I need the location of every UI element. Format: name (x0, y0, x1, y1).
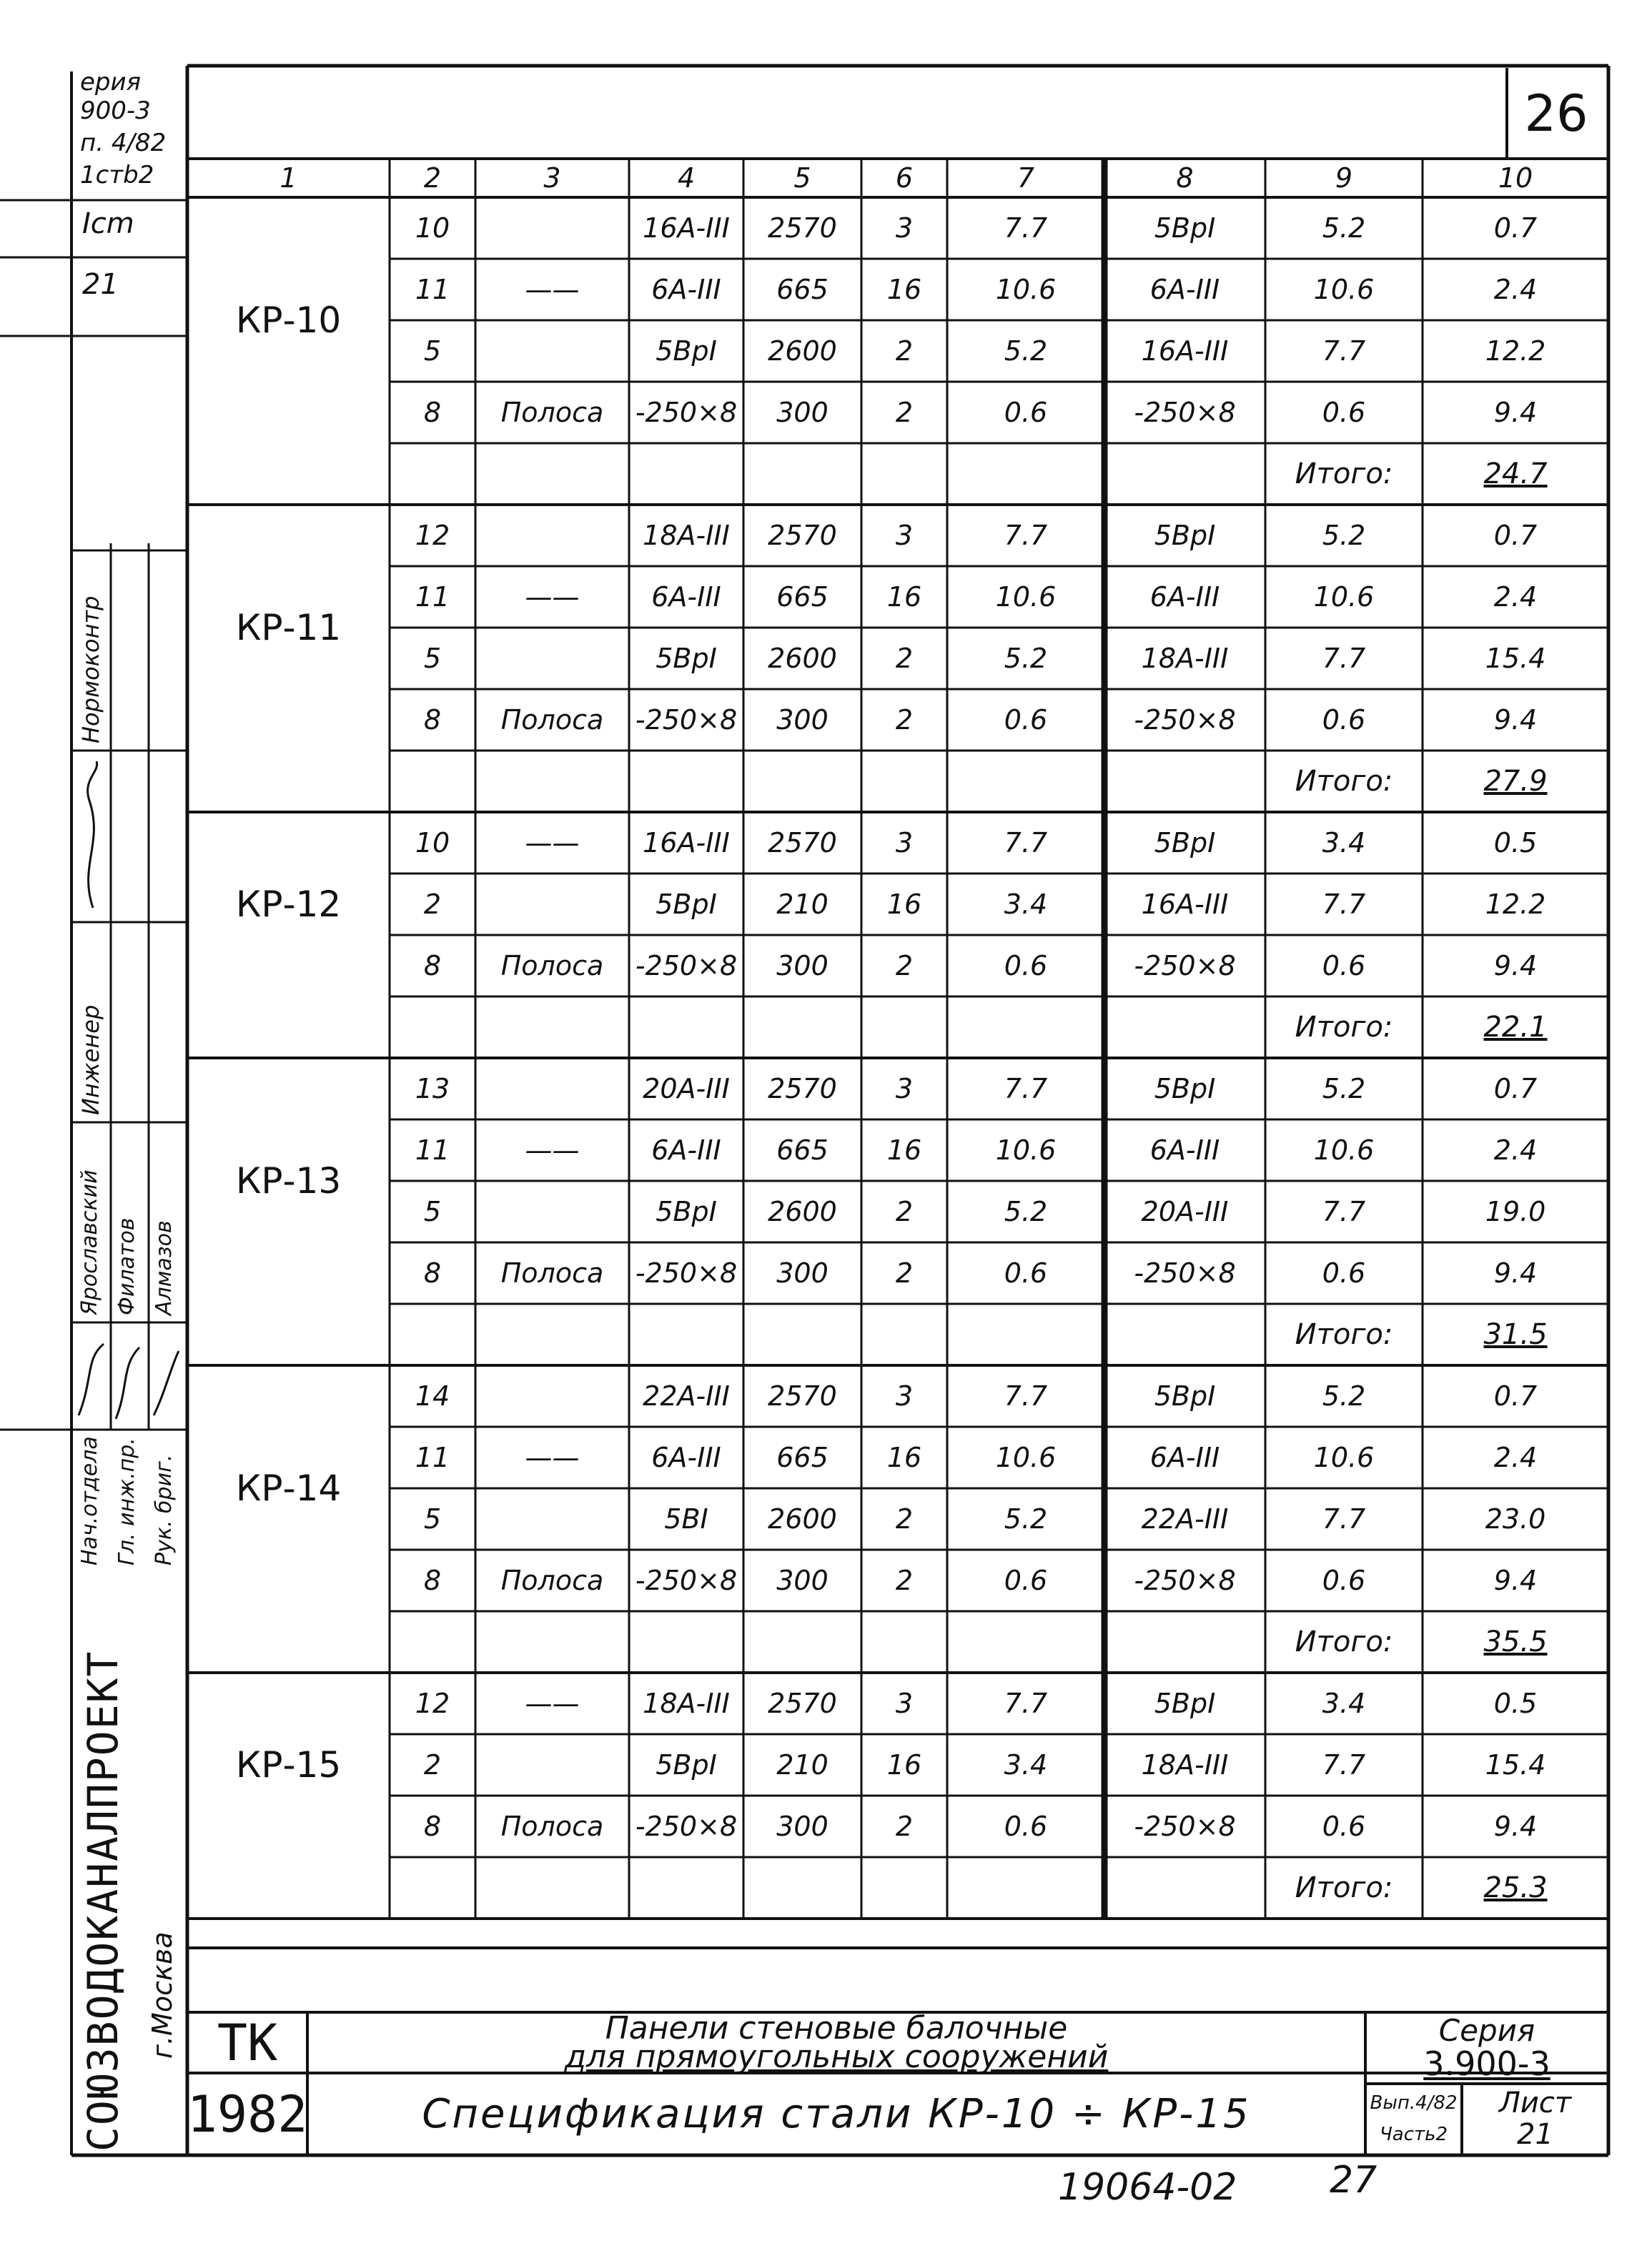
total-value: 31.5 (1483, 1318, 1548, 1351)
table-cell: 6А-III (1149, 581, 1220, 613)
page-number: 27 (1330, 2159, 1378, 2202)
total-value: 25.3 (1483, 1871, 1548, 1904)
table-cell: —— (525, 1688, 580, 1719)
table-cell: —— (525, 1442, 580, 1473)
table-cell: 8 (423, 950, 442, 981)
total-label: Итого: (1295, 765, 1393, 798)
organization-city: г.Москва (147, 1931, 178, 2059)
stamp-role-lead: Рук. бриг. (152, 1454, 177, 1565)
table-cell: 20А-III (1141, 1196, 1229, 1227)
table-cell: -250×8 (635, 950, 738, 981)
table-cell: 3 (895, 520, 914, 551)
table-cell: 5ВрI (656, 1196, 717, 1227)
table-cell: —— (525, 274, 580, 305)
table-cell: 5ВрI (1154, 1073, 1216, 1104)
table-cell: 2 (895, 1257, 914, 1289)
table-cell: 5ВрI (1154, 212, 1216, 244)
table-cell: 5 (423, 335, 442, 367)
table-cell: -250×8 (1134, 704, 1236, 736)
table-cell: 6А-III (651, 1442, 721, 1473)
table-cell: 0.7 (1493, 520, 1538, 551)
table-cell: -250×8 (635, 397, 738, 428)
table-cell: —— (525, 827, 580, 859)
table-cell: 22А-III (643, 1380, 730, 1412)
table-cell: 2570 (768, 1688, 837, 1719)
table-cell: 7.7 (1004, 1688, 1048, 1719)
organization-name: СОЮЗВОДОКАНАЛПРОЕКТ (79, 1650, 127, 2152)
table-cell: 16 (886, 889, 922, 920)
table-cell: 2570 (768, 1380, 837, 1412)
table-cell: 665 (776, 1134, 829, 1166)
table-cell: 9.4 (1493, 397, 1538, 428)
table-cell: —— (525, 1134, 580, 1166)
table-cell: 16А-III (1141, 335, 1229, 367)
table-cell: 3 (895, 1688, 914, 1719)
table-cell: 210 (776, 889, 829, 920)
group-mark: КР-14 (235, 1468, 342, 1509)
table-cell: 14 (415, 1380, 450, 1412)
table-cell: 3.4 (1004, 1749, 1048, 1781)
table-cell: 2.4 (1493, 1442, 1538, 1473)
table-cell: 0.6 (1004, 1811, 1048, 1842)
table-cell (475, 1488, 629, 1550)
table-cell: 5ВрI (656, 643, 717, 674)
table-cell: 12 (415, 1688, 450, 1719)
corner-series: ерия (80, 68, 142, 97)
table-cell: 8 (423, 1257, 442, 1289)
table-cell: 2 (423, 1749, 442, 1781)
table-cell (475, 197, 629, 259)
table-cell: -250×8 (1134, 397, 1236, 428)
table-cell: 7.7 (1004, 827, 1048, 859)
table-cell: 6А-III (1149, 274, 1220, 305)
table-cell: -250×8 (1134, 950, 1236, 981)
table-cell: 19.0 (1485, 1196, 1546, 1227)
table-cell: 0.6 (1004, 1565, 1048, 1596)
table-cell (475, 505, 629, 566)
table-cell: 10 (415, 827, 450, 859)
table-cell: -250×8 (635, 1565, 738, 1596)
table-cell: 20А-III (643, 1073, 730, 1104)
stamp-role-head: Нач.отдела (77, 1436, 102, 1565)
table-cell (475, 628, 629, 689)
corner-sheet-value: 21 (82, 268, 119, 301)
table-cell: 2.4 (1493, 581, 1538, 613)
table-cell: 300 (776, 1257, 829, 1289)
table-cell: 0.6 (1322, 397, 1366, 428)
table-cell: 5ВрI (1154, 1688, 1216, 1719)
table-cell: 2 (895, 1503, 914, 1535)
table-cell: 2570 (768, 212, 837, 244)
table-cell: 7.7 (1004, 1380, 1048, 1412)
table-cell: 12 (415, 520, 450, 551)
table-cell: 16А-III (643, 827, 730, 859)
table-cell: 11 (415, 274, 450, 305)
column-header-1: 1 (280, 162, 297, 194)
table-cell: 0.5 (1493, 1688, 1538, 1719)
total-label: Итого: (1295, 1318, 1393, 1351)
table-cell: 2 (895, 1196, 914, 1227)
total-label: Итого: (1295, 1871, 1393, 1904)
table-cell (475, 1058, 629, 1119)
total-value: 35.5 (1483, 1626, 1548, 1658)
table-cell: -250×8 (1134, 1811, 1236, 1842)
table-cell: -250×8 (635, 704, 738, 736)
table-cell: 2 (895, 397, 914, 428)
title-subtitle: Спецификация стали КР-10 ÷ КР-15 (422, 2091, 1251, 2137)
table-cell: 5 (423, 1196, 442, 1227)
group-mark: КР-10 (235, 300, 342, 341)
table-cell: 300 (776, 1811, 829, 1842)
table-cell: 2.4 (1493, 274, 1538, 305)
table-cell: 0.7 (1493, 212, 1538, 244)
sheet-number: 26 (1524, 84, 1588, 143)
corner-release: п. 4/82 (80, 129, 167, 157)
table-cell: 665 (776, 581, 829, 613)
table-cell: 3 (895, 827, 914, 859)
table-cell: Полоса (500, 1565, 604, 1596)
corner-part: 1стb2 (80, 161, 154, 189)
table-cell: 10.6 (995, 581, 1057, 613)
table-cell: 9.4 (1493, 1257, 1538, 1289)
table-cell: 16А-III (1141, 889, 1229, 920)
table-cell: 12.2 (1485, 889, 1546, 920)
table-cell: 9.4 (1493, 1565, 1538, 1596)
stamp-name-3: Алмазов (152, 1220, 177, 1315)
table-cell: 3 (895, 212, 914, 244)
table-cell: 16А-III (643, 212, 730, 244)
table-cell: 5ВрI (656, 1749, 717, 1781)
table-cell: 23.0 (1485, 1503, 1546, 1535)
title-year: 1982 (187, 2084, 308, 2144)
table-cell: 5.2 (1004, 335, 1048, 367)
title-line-2: для прямоугольных сооружений (564, 2039, 1109, 2075)
table-cell: Полоса (500, 1257, 604, 1289)
table-cell: 2600 (768, 643, 837, 674)
stamp-role-engineer: Инженер (77, 1004, 104, 1115)
table-cell: 0.6 (1322, 950, 1366, 981)
table-cell: 5ВрI (656, 335, 717, 367)
group-mark: КР-13 (235, 1160, 342, 1202)
table-cell: 665 (776, 1442, 829, 1473)
table-cell: 0.5 (1493, 827, 1538, 859)
table-cell: 3 (895, 1073, 914, 1104)
table-cell: 8 (423, 704, 442, 736)
table-cell: 13 (415, 1073, 450, 1104)
table-cell: 15.4 (1485, 643, 1546, 674)
table-cell (475, 320, 629, 382)
table-cell: 22А-III (1141, 1503, 1229, 1535)
table-cell: 6А-III (651, 274, 721, 305)
table-cell: 5ВрI (656, 889, 717, 920)
title-line-1: Панели стеновые балочные (605, 2010, 1068, 2047)
release-label: Вып.4/82 (1370, 2092, 1458, 2114)
table-cell: 5ВрI (1154, 827, 1216, 859)
table-cell: 3.4 (1322, 827, 1366, 859)
table-cell: 0.6 (1004, 397, 1048, 428)
table-cell: 3 (895, 1380, 914, 1412)
stamp-name-2: Филатов (114, 1217, 139, 1315)
table-cell (475, 1734, 629, 1796)
corner-series-value: 900-3 (80, 97, 151, 125)
table-cell: 5.2 (1322, 212, 1366, 244)
table-cell: -250×8 (1134, 1257, 1236, 1289)
table-cell: 16 (886, 1134, 922, 1166)
table-cell: 18А-III (1141, 643, 1229, 674)
signature-mark-engineer (71, 758, 114, 915)
table-cell: 2600 (768, 1503, 837, 1535)
table-cell: —— (525, 581, 580, 613)
total-value: 22.1 (1483, 1011, 1548, 1044)
table-cell: 2570 (768, 827, 837, 859)
table-cell: 0.6 (1322, 1811, 1366, 1842)
table-cell: 0.6 (1322, 704, 1366, 736)
stamp-role-normcontrol: Нормоконтр (77, 595, 104, 743)
table-cell: 10.6 (1313, 274, 1375, 305)
table-cell: 6А-III (1149, 1134, 1220, 1166)
table-cell: 300 (776, 397, 829, 428)
table-cell: 0.7 (1493, 1073, 1538, 1104)
table-cell: 300 (776, 1565, 829, 1596)
table-cell (475, 1181, 629, 1242)
table-cell: 10.6 (995, 1134, 1057, 1166)
total-label: Итого: (1295, 1626, 1393, 1658)
table-cell (475, 1365, 629, 1427)
table-cell: 2570 (768, 1073, 837, 1104)
stamp-role-chief: Гл. инж.пр. (114, 1438, 139, 1565)
table-cell: 5ВрI (1154, 520, 1216, 551)
table-cell: 5.2 (1322, 1380, 1366, 1412)
table-cell: 0.6 (1004, 950, 1048, 981)
table-cell: 16 (886, 1442, 922, 1473)
column-header-4: 4 (677, 162, 696, 194)
table-cell: 2 (895, 704, 914, 736)
table-cell: 12.2 (1485, 335, 1546, 367)
table-cell: 2 (895, 950, 914, 981)
table-cell: Полоса (500, 397, 604, 428)
table-cell: 10.6 (995, 274, 1057, 305)
table-cell: 665 (776, 274, 829, 305)
table-cell: 10.6 (1313, 1442, 1375, 1473)
table-cell: 0.6 (1004, 1257, 1048, 1289)
table-cell: 300 (776, 950, 829, 981)
table-cell: 6А-III (651, 1134, 721, 1166)
table-cell: 2 (423, 889, 442, 920)
group-mark: КР-15 (235, 1744, 342, 1786)
table-cell: 2 (895, 1811, 914, 1842)
table-cell: -250×8 (635, 1257, 738, 1289)
table-cell: 10 (415, 212, 450, 244)
table-cell: 5.2 (1004, 643, 1048, 674)
series-value: 3.900-3 (1423, 2044, 1550, 2083)
total-value: 27.9 (1483, 765, 1548, 798)
table-cell: 2 (895, 643, 914, 674)
table-cell: 0.6 (1322, 1257, 1366, 1289)
signature-marks (71, 1337, 186, 1430)
table-cell: 18А-III (1141, 1749, 1229, 1781)
table-cell: 6А-III (1149, 1442, 1220, 1473)
table-cell: 0.6 (1004, 704, 1048, 736)
group-mark: КР-11 (235, 607, 342, 648)
column-header-10: 10 (1498, 162, 1533, 194)
table-cell: 8 (423, 1811, 442, 1842)
table-cell: 7.7 (1322, 1749, 1366, 1781)
column-header-5: 5 (793, 162, 811, 194)
title-code: ТК (217, 2013, 278, 2072)
column-header-9: 9 (1335, 162, 1353, 194)
total-label: Итого: (1295, 457, 1393, 490)
table-cell: 7.7 (1322, 1196, 1366, 1227)
document-number: 19064-02 (1058, 2166, 1237, 2209)
table-cell: 11 (415, 1442, 450, 1473)
table-cell: 10.6 (995, 1442, 1057, 1473)
table-cell: 8 (423, 397, 442, 428)
sheet-label: Лист (1498, 2087, 1572, 2119)
table-cell: Полоса (500, 704, 604, 736)
table-cell: 5.2 (1322, 1073, 1366, 1104)
table-cell: 10.6 (1313, 581, 1375, 613)
table-cell: 9.4 (1493, 1811, 1538, 1842)
table-cell: 7.7 (1004, 1073, 1048, 1104)
series-label: Серия (1438, 2012, 1535, 2048)
column-header-2: 2 (423, 162, 442, 194)
table-cell: 3.4 (1322, 1688, 1366, 1719)
table-cell: 2600 (768, 335, 837, 367)
table-cell: 10.6 (1313, 1134, 1375, 1166)
table-cell: 11 (415, 581, 450, 613)
stamp-name-1: Ярославский (77, 1169, 102, 1315)
table-cell: 5 (423, 643, 442, 674)
table-cell: 18А-III (643, 520, 730, 551)
table-cell: 16 (886, 1749, 922, 1781)
group-mark: КР-12 (235, 884, 342, 925)
table-cell: 5.2 (1322, 520, 1366, 551)
table-cell: 7.7 (1004, 520, 1048, 551)
table-cell: -250×8 (635, 1811, 738, 1842)
table-cell: 6А-III (651, 581, 721, 613)
sheet-value: 21 (1517, 2118, 1553, 2151)
table-cell: 8 (423, 1565, 442, 1596)
table-cell: 7.7 (1322, 643, 1366, 674)
table-cell: 5.2 (1004, 1503, 1048, 1535)
table-cell: 16 (886, 581, 922, 613)
column-header-6: 6 (895, 162, 914, 194)
table-cell: 7.7 (1004, 212, 1048, 244)
table-cell: 2600 (768, 1196, 837, 1227)
table-cell: 5 (423, 1503, 442, 1535)
total-label: Итого: (1295, 1011, 1393, 1044)
table-cell: 9.4 (1493, 950, 1538, 981)
table-cell: -250×8 (1134, 1565, 1236, 1596)
table-cell: 5.2 (1004, 1196, 1048, 1227)
table-cell: 16 (886, 274, 922, 305)
table-cell: 7.7 (1322, 335, 1366, 367)
table-cell: 3.4 (1004, 889, 1048, 920)
table-cell: Полоса (500, 1811, 604, 1842)
part-label: Часть2 (1379, 2124, 1448, 2145)
table-cell: 2.4 (1493, 1134, 1538, 1166)
corner-sheet-label: Iсm (82, 207, 134, 240)
table-cell: 7.7 (1322, 889, 1366, 920)
column-header-7: 7 (1017, 162, 1035, 194)
table-cell: 210 (776, 1749, 829, 1781)
table-cell: 300 (776, 704, 829, 736)
table-cell: 5ВрI (1154, 1380, 1216, 1412)
total-value: 24.7 (1483, 457, 1548, 490)
table-cell: 7.7 (1322, 1503, 1366, 1535)
table-cell (475, 874, 629, 935)
table-cell: Полоса (500, 950, 604, 981)
table-cell: 2 (895, 335, 914, 367)
table-cell: 11 (415, 1134, 450, 1166)
table-cell: 0.7 (1493, 1380, 1538, 1412)
table-cell: 18А-III (643, 1688, 730, 1719)
table-cell: 0.6 (1322, 1565, 1366, 1596)
column-header-8: 8 (1176, 162, 1194, 194)
table-cell: 15.4 (1485, 1749, 1546, 1781)
table-cell: 2 (895, 1565, 914, 1596)
table-cell: 9.4 (1493, 704, 1538, 736)
table-cell: 5ВI (664, 1503, 708, 1535)
table-cell: 2570 (768, 520, 837, 551)
column-header-3: 3 (543, 162, 561, 194)
